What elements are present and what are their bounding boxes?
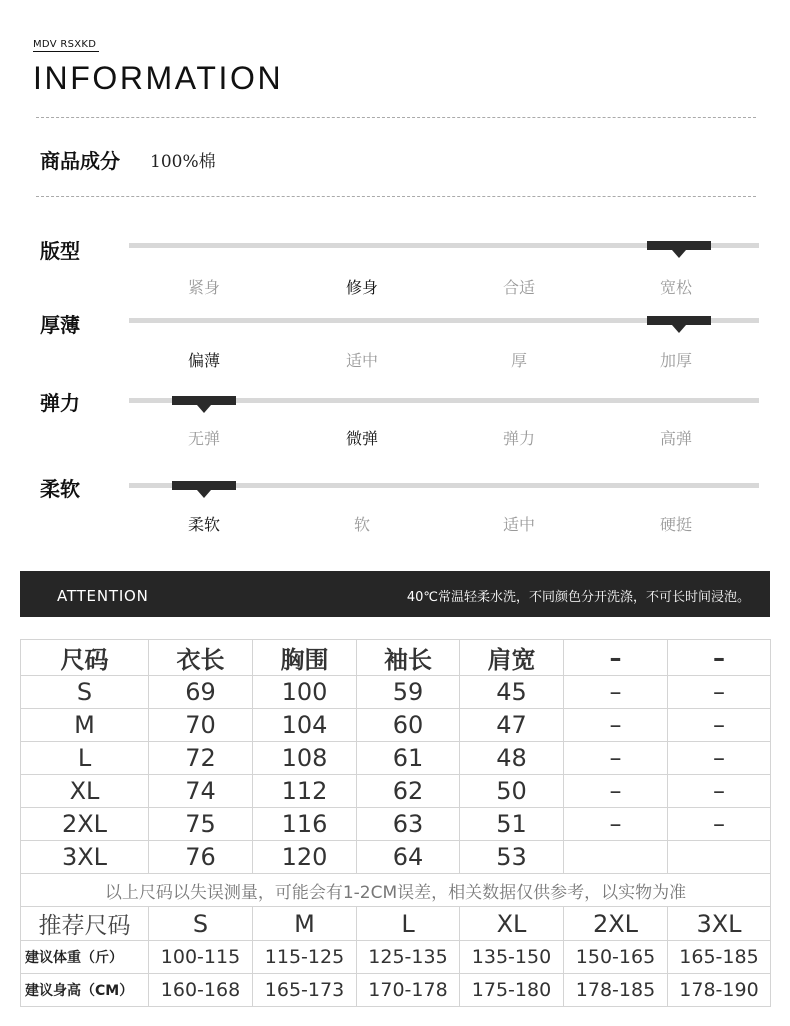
attention-label: ATTENTION	[57, 587, 149, 605]
scale-marker	[172, 396, 236, 405]
table-cell: –	[668, 808, 771, 841]
table-cell: 64	[357, 841, 460, 874]
recommend-size: S	[149, 907, 253, 941]
height-label: 建议身高（CM）	[21, 974, 149, 1007]
height-value: 178-190	[668, 974, 771, 1007]
scale-label: 柔软	[40, 477, 80, 501]
table-cell: –	[668, 742, 771, 775]
scale-option: 无弹	[187, 429, 220, 448]
page-title: INFORMATION	[33, 60, 284, 96]
table-cell: 62	[357, 775, 460, 808]
table-cell: 47	[460, 709, 564, 742]
table-header-cell: –	[668, 640, 771, 676]
table-row	[21, 775, 771, 808]
table-cell: 108	[253, 742, 357, 775]
table-cell: 74	[149, 775, 253, 808]
table-cell: 45	[460, 676, 564, 709]
table-cell: –	[668, 775, 771, 808]
height-value: 178-185	[564, 974, 668, 1007]
scale-option: 微弹	[345, 429, 378, 448]
scale-marker	[647, 241, 711, 250]
table-cell: 50	[460, 775, 564, 808]
recommend-title: 推荐尺码	[21, 907, 149, 941]
scale-track	[129, 398, 759, 403]
table-cell: 75	[149, 808, 253, 841]
height-value: 170-178	[357, 974, 460, 1007]
scale-option: 宽松	[659, 278, 692, 297]
table-cell: 61	[357, 742, 460, 775]
divider-top	[36, 117, 756, 118]
scale-option: 偏薄	[187, 351, 220, 370]
table-cell: 104	[253, 709, 357, 742]
scale-option: 加厚	[659, 351, 692, 370]
table-cell: 2XL	[21, 808, 149, 841]
recommend-size: 2XL	[564, 907, 668, 941]
table-header-cell: –	[564, 640, 668, 676]
table-header-cell: 袖长	[357, 640, 460, 676]
table-cell: 69	[149, 676, 253, 709]
brand-name: MDV RSXKD	[33, 39, 97, 50]
scale-marker	[172, 481, 236, 490]
table-cell: –	[668, 676, 771, 709]
table-cell: –	[668, 709, 771, 742]
table-cell: L	[21, 742, 149, 775]
composition-label: 商品成分	[40, 149, 120, 173]
table-header-cell: 肩宽	[460, 640, 564, 676]
table-cell: 60	[357, 709, 460, 742]
table-cell: 76	[149, 841, 253, 874]
brand-underline	[33, 51, 99, 52]
scale-label: 厚薄	[40, 313, 80, 337]
table-cell: 63	[357, 808, 460, 841]
table-row	[21, 841, 771, 874]
composition-value: 100%棉	[150, 152, 216, 172]
table-cell: 112	[253, 775, 357, 808]
scale-option: 硬挺	[659, 515, 692, 534]
height-row	[21, 974, 771, 1007]
weight-value: 165-185	[668, 941, 771, 974]
table-cell: –	[564, 709, 668, 742]
table-row	[21, 709, 771, 742]
measurement-note: 以上尺码以失误测量，可能会有1-2CM误差，相关数据仅供参考，以实物为准	[21, 874, 771, 907]
table-cell: 120	[253, 841, 357, 874]
scale-label: 版型	[40, 239, 80, 263]
table-cell: M	[21, 709, 149, 742]
scale-option: 合适	[502, 278, 535, 297]
table-cell: –	[564, 742, 668, 775]
scale-option: 修身	[345, 278, 378, 297]
attention-banner	[20, 571, 770, 617]
height-value: 175-180	[460, 974, 564, 1007]
table-cell: 51	[460, 808, 564, 841]
attention-text: 40℃常温轻柔水洗，不同颜色分开洗涤，不可长时间浸泡。	[406, 590, 750, 605]
table-cell: 53	[460, 841, 564, 874]
scale-track	[129, 483, 759, 488]
weight-row	[21, 941, 771, 974]
table-note-row	[21, 874, 771, 907]
table-cell: 3XL	[21, 841, 149, 874]
table-cell: S	[21, 676, 149, 709]
table-header-cell: 胸围	[253, 640, 357, 676]
table-cell: XL	[21, 775, 149, 808]
scale-track	[129, 243, 759, 248]
weight-value: 135-150	[460, 941, 564, 974]
scale-option: 软	[353, 515, 370, 534]
divider-bottom	[36, 196, 756, 197]
table-cell: –	[564, 775, 668, 808]
table-cell: 70	[149, 709, 253, 742]
recommend-size: 3XL	[668, 907, 771, 941]
scale-option: 柔软	[187, 515, 220, 534]
recommend-size-row	[21, 907, 771, 941]
table-cell: 116	[253, 808, 357, 841]
scale-option: 厚	[510, 351, 527, 370]
recommend-size: XL	[460, 907, 564, 941]
table-row	[21, 808, 771, 841]
table-row	[21, 742, 771, 775]
scale-option: 弹力	[502, 429, 535, 448]
height-value: 160-168	[149, 974, 253, 1007]
weight-label: 建议体重（斤）	[21, 941, 149, 974]
scale-marker	[647, 316, 711, 325]
weight-value: 125-135	[357, 941, 460, 974]
recommend-size: M	[253, 907, 357, 941]
scale-option: 适中	[345, 351, 378, 370]
table-cell: –	[564, 676, 668, 709]
table-header-cell: 衣长	[149, 640, 253, 676]
table-cell: 100	[253, 676, 357, 709]
weight-value: 115-125	[253, 941, 357, 974]
scale-label: 弹力	[40, 391, 80, 415]
scale-option: 高弹	[659, 429, 692, 448]
table-header-cell: 尺码	[21, 640, 149, 676]
size-table	[20, 639, 771, 1007]
table-header-row	[21, 640, 771, 676]
weight-value: 150-165	[564, 941, 668, 974]
table-cell	[668, 841, 771, 874]
table-row	[21, 676, 771, 709]
recommend-size: L	[357, 907, 460, 941]
scale-option: 适中	[502, 515, 535, 534]
table-cell: 48	[460, 742, 564, 775]
table-cell: 59	[357, 676, 460, 709]
scale-option: 紧身	[187, 278, 220, 297]
table-cell: –	[564, 808, 668, 841]
table-cell	[564, 841, 668, 874]
height-value: 165-173	[253, 974, 357, 1007]
weight-value: 100-115	[149, 941, 253, 974]
table-cell: 72	[149, 742, 253, 775]
scale-track	[129, 318, 759, 323]
